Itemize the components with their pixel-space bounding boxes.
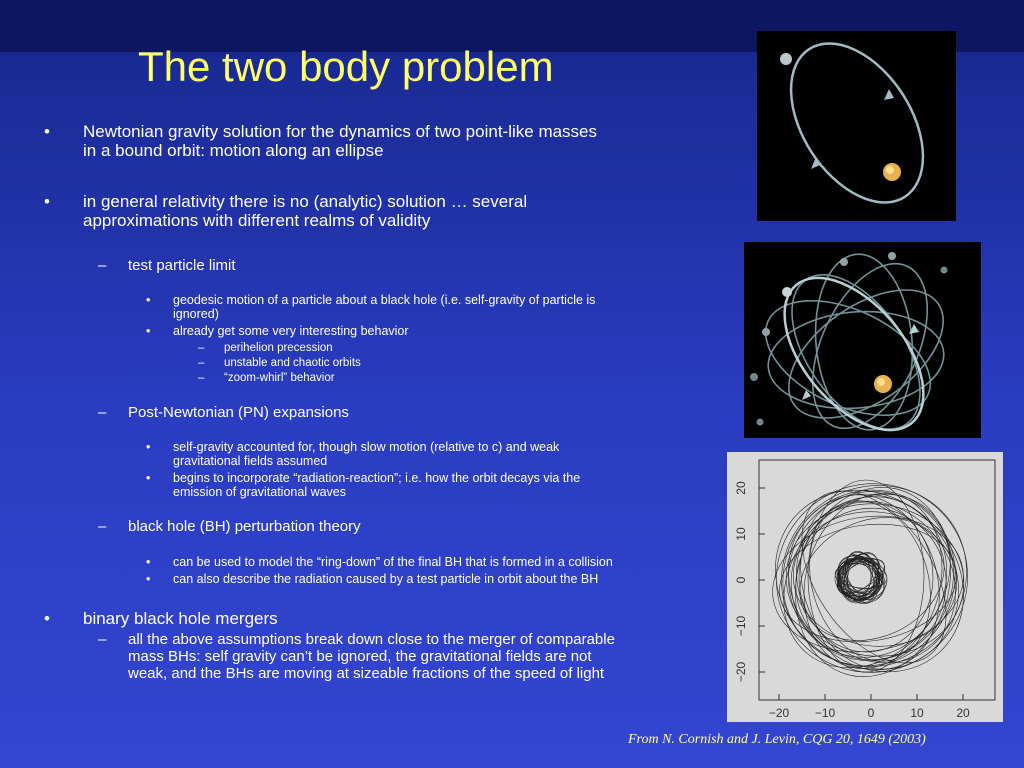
- orbit-loop: [750, 458, 988, 699]
- item-interesting-behavior: already get some very interesting behavior: [173, 324, 409, 338]
- bullet-newtonian-line2: in a bound orbit: motion along an ellipse: [83, 141, 384, 160]
- bullet-marker: •: [44, 609, 50, 628]
- orbit-loop: [808, 480, 924, 672]
- subbullet-post-newtonian: Post-Newtonian (PN) expansions: [128, 404, 349, 421]
- bullet-gr-line1: in general relativity there is no (analytic) solution … several: [83, 192, 528, 211]
- subbullet-bh-perturbation: black hole (BH) perturbation theory: [128, 518, 361, 535]
- y-tick-labels: [734, 481, 748, 682]
- y-tick-label: −10: [734, 615, 748, 637]
- item-perihelion: perihelion precession: [224, 342, 333, 354]
- item-radiation-line2: emission of gravitational waves: [173, 485, 346, 499]
- item-radiation-line1: begins to incorporate “radiation-reaction”; i.e. how the orbit decays via the: [173, 471, 581, 485]
- y-tick-label: 0: [734, 576, 748, 584]
- item-merger-line1: all the above assumptions break down close to the merger of comparable: [128, 631, 615, 648]
- figure-newtonian-orbit: [757, 31, 956, 221]
- item-geodesic-line1: geodesic motion of a particle about a black hole (i.e. self-gravity of particle is: [173, 293, 596, 307]
- y-tick-label: 10: [734, 527, 748, 541]
- item-selfgravity-line1: self-gravity accounted for, though slow motion (relative to c) and weak: [173, 440, 560, 454]
- dash-marker: –: [198, 372, 205, 384]
- bullet-marker: •: [146, 440, 151, 454]
- orbit-trajectory: [739, 452, 1002, 708]
- dash-marker: –: [98, 404, 107, 421]
- x-tick-label: 20: [956, 706, 970, 720]
- x-tick-label: −20: [768, 706, 790, 720]
- bullet-marker: •: [44, 122, 50, 141]
- y-tick-label: −20: [734, 661, 748, 683]
- x-tick-label: 10: [910, 706, 924, 720]
- item-selfgravity-line2: gravitational fields assumed: [173, 454, 328, 468]
- x-tick-label: −10: [814, 706, 836, 720]
- orbit-loop: [772, 465, 976, 689]
- dash-marker: –: [198, 357, 205, 369]
- y-tick-label: 20: [734, 481, 748, 495]
- bullet-marker: •: [146, 471, 151, 485]
- dash-marker: –: [98, 631, 107, 648]
- item-merger-line3: weak, and the BHs are moving at sizeable fractions of the speed of light: [128, 665, 605, 682]
- item-unstable: unstable and chaotic orbits: [224, 357, 361, 369]
- bullet-marker: •: [146, 324, 151, 338]
- bullet-marker: •: [146, 555, 151, 569]
- bullet-gr-line2: approximations with different realms of validity: [83, 211, 431, 230]
- bullet-mergers: binary black hole mergers: [83, 609, 278, 628]
- bullet-marker: •: [44, 192, 50, 211]
- citation: From N. Cornish and J. Levin, CQG 20, 1649 (2003): [628, 732, 926, 747]
- item-geodesic-line2: ignored): [173, 307, 219, 321]
- item-zoom-whirl: “zoom-whirl” behavior: [224, 372, 335, 384]
- dash-marker: –: [98, 518, 107, 535]
- precession-orbit-image: [744, 242, 981, 438]
- x-tick-labels: [769, 706, 970, 720]
- item-radiation-test-particle: can also describe the radiation caused by a test particle in orbit about the BH: [173, 572, 599, 586]
- subbullet-test-particle: test particle limit: [128, 257, 236, 274]
- item-ringdown: can be used to model the “ring-down” of the final BH that is formed in a collision: [173, 555, 613, 569]
- dash-marker: –: [198, 342, 205, 354]
- x-tick-label: 0: [867, 706, 875, 720]
- dash-marker: –: [98, 257, 107, 274]
- ellipse-orbit-image: [757, 31, 956, 221]
- bullet-marker: •: [146, 572, 151, 586]
- slide-title: The two body problem: [138, 43, 554, 90]
- figure-precessing-orbit: [744, 242, 981, 438]
- item-merger-line2: mass BHs: self gravity can’t be ignored, the gravitational fields are not: [128, 648, 592, 665]
- figure-chaotic-orbit-plot: [727, 452, 1003, 722]
- bullet-marker: •: [146, 293, 151, 307]
- bullet-newtonian-line1: Newtonian gravity solution for the dynamics of two point-like masses: [83, 122, 598, 141]
- chaotic-orbit-plot: [727, 452, 1003, 722]
